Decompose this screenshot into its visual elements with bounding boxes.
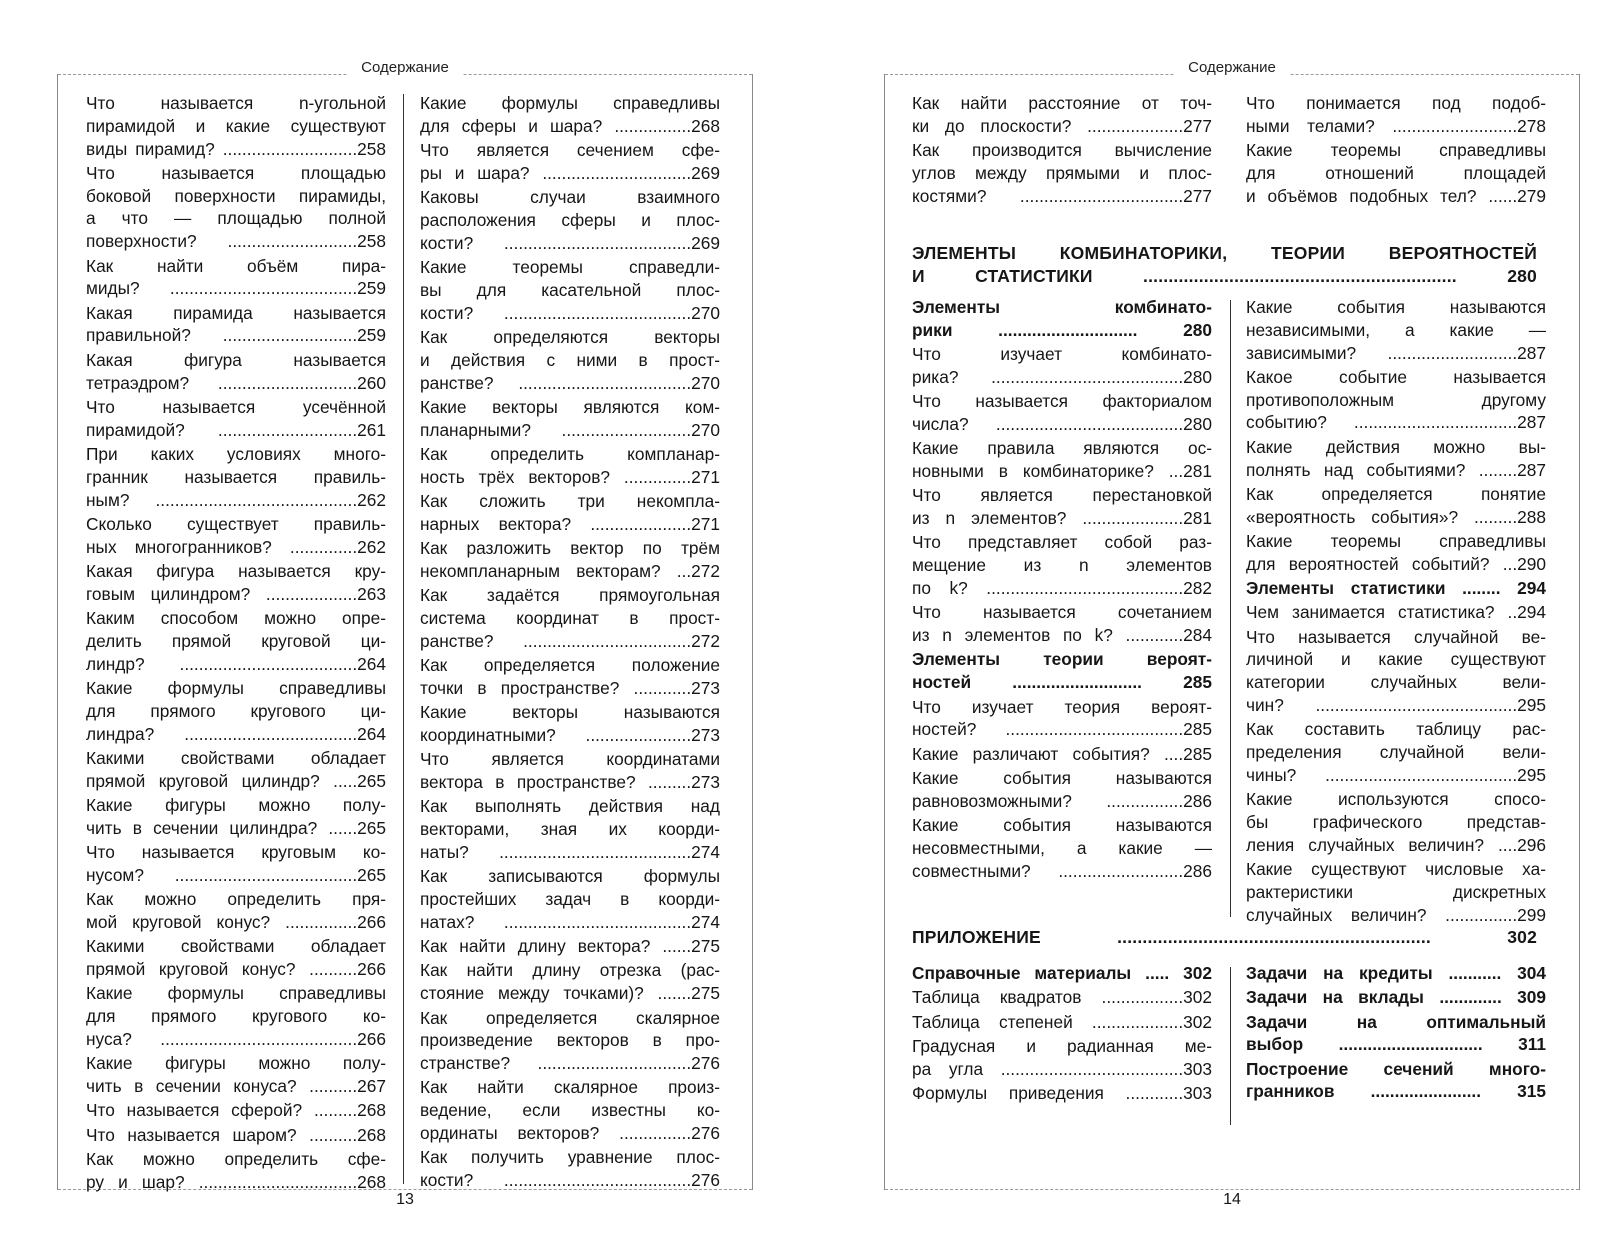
toc-entry-line: Какие векторы являются ком- [420, 396, 720, 417]
toc-entry-line: Что изучает комбинато- [912, 344, 1212, 365]
toc-entry [1246, 601, 1546, 624]
toc-entry-line: Что называется круговым ко- [86, 842, 386, 862]
toc-entry [1246, 139, 1546, 207]
toc-entry-line: Как найти скалярное произ- [420, 1077, 720, 1098]
page-number [885, 1190, 1579, 1210]
toc-entry [1246, 483, 1546, 529]
toc-entry [420, 1007, 720, 1075]
toc-entry-line: независимыми, а какие — [1246, 319, 1546, 340]
toc-entry-line: нусом? ......................................265 [86, 864, 386, 885]
toc-entry-line: ность трёх векторов? ..............271 [420, 466, 720, 487]
toc-entry-line: Как составить таблицу рас- [1246, 719, 1546, 740]
toc-entry-line: бы графического представ- [1246, 812, 1546, 833]
toc-entry-line: Как выполнять действия над [420, 796, 720, 817]
toc-entry [86, 607, 386, 675]
toc-entry [86, 982, 386, 1050]
toc-entry [86, 747, 386, 793]
toc-entry-line: пределения случайной вели- [1246, 742, 1546, 763]
toc-entry [420, 256, 720, 324]
toc-entry-line: Задачи на вклады ............. 309 [1246, 987, 1546, 1008]
toc-entry-line: Какие правила являются ос- [912, 438, 1212, 459]
toc-entry-line: Построение сечений много- [1246, 1058, 1546, 1079]
toc-entry-line: рики ............................. 280 [912, 319, 1212, 340]
toc-entry-line: Что называется факториалом [912, 391, 1212, 412]
toc-entry-line: Как сложить три некомпла- [420, 491, 720, 512]
toc-entry [86, 255, 386, 301]
toc-entry-line: пирамидой? .............................261 [86, 419, 386, 440]
toc-entry-line: Как определяется скалярное [420, 1007, 720, 1028]
toc-entry [420, 326, 720, 394]
toc-entry-line: вы для касательной плос- [420, 279, 720, 300]
toc-entry-line: ных многогранников? ..............262 [86, 536, 386, 557]
toc-entry [912, 390, 1212, 436]
toc-entry [420, 654, 720, 700]
toc-entry [1246, 788, 1546, 856]
toc-entry-line: ностей? .....................................285 [912, 719, 1212, 740]
toc-entry-line: Какая фигура называется кру- [86, 560, 386, 581]
toc-entry [86, 396, 386, 442]
toc-entry-line: нуса? .........................................266 [86, 1028, 386, 1049]
toc-entry [1246, 718, 1546, 786]
toc-entry-line: ки до плоскости? ....................277 [912, 115, 1212, 136]
toc-entry-line: натах? .......................................274 [420, 911, 720, 932]
toc-entry-line: наты? ........................................274 [420, 842, 720, 862]
toc-entry-line: Какие фигуры можно полу- [86, 1053, 386, 1074]
toc-entry [420, 959, 720, 1005]
toc-entry-line: Как можно определить сфе- [86, 1148, 386, 1169]
toc-entry [1246, 436, 1546, 482]
toc-entry-line: система координат в прост- [420, 608, 720, 629]
toc-entry [912, 92, 1212, 138]
toc-entry-line: Что называется сочетанием [912, 602, 1212, 623]
page-number-text: 14 [1213, 1191, 1251, 1208]
toc-entry [86, 560, 386, 606]
toc-entry [86, 841, 386, 887]
toc-entry [86, 349, 386, 395]
toc-entry-line: Как записываются формулы [420, 866, 720, 887]
toc-entry [86, 443, 386, 511]
toc-entry-line: для отношений площадей [1246, 162, 1546, 183]
page-number [58, 1190, 752, 1210]
toc-entry-line: Как найти расстояние от точ- [912, 93, 1212, 113]
toc-column-2 [420, 92, 720, 1193]
toc-entry-line: ным? ..........................................262 [86, 489, 386, 510]
toc-entry [420, 139, 720, 185]
toc-entry-line: Какое событие называется [1246, 366, 1546, 387]
toc-section1-column-1 [912, 296, 1212, 884]
section-appendix-title [912, 926, 1537, 949]
toc-entry-line: координатными? ......................273 [420, 725, 720, 746]
toc-entry-line: случайных величин? ...............299 [1246, 904, 1546, 925]
toc-entry-line: Какие теоремы справедливы [1246, 530, 1546, 551]
toc-entry-line: миды? .......................................259 [86, 278, 386, 299]
toc-entry-line: Какая фигура называется [86, 349, 386, 370]
toc-entry-line: из n элементов? .....................281 [912, 508, 1212, 529]
toc-entry-line: точки в пространстве? ............273 [420, 677, 720, 698]
toc-entry-line: Какие формулы справедливы [420, 93, 720, 113]
running-header [58, 59, 752, 77]
toc-subsection [1246, 986, 1546, 1009]
toc-entry-line: Какие теоремы справедливы [1246, 140, 1546, 161]
toc-entry-line: Что изучает теория вероят- [912, 696, 1212, 717]
toc-entry-line: Какие фигуры можно полу- [86, 794, 386, 815]
toc-entry-line: пирамидой и какие существуют [86, 115, 386, 136]
toc-entry [1246, 626, 1546, 717]
toc-entry [912, 1011, 1212, 1034]
toc-entry-line: ранстве? ...................................272 [420, 630, 720, 651]
toc-entry-line: Какими свойствами обладает [86, 936, 386, 957]
toc-entry-line: выбор .............................. 311 [1246, 1034, 1546, 1055]
toc-entry-line: Таблица квадратов .................302 [912, 987, 1212, 1008]
toc-entry-line: расположения сферы и плос- [420, 209, 720, 230]
toc-entry-line: и действия с ними в прост- [420, 349, 720, 370]
toc-entry [912, 343, 1212, 389]
toc-entry-line: Чем занимается статистика? ..294 [1246, 602, 1546, 623]
toc-entry [86, 935, 386, 981]
toc-entry-line: ру и шар? .................................268 [86, 1171, 386, 1192]
toc-entry-line: прямой круговой конус? ..........266 [86, 958, 386, 979]
toc-entry-line: Как найти длину вектора? ......275 [420, 936, 720, 957]
toc-entry [912, 139, 1212, 207]
toc-entry-line: ления случайных величин? ....296 [1246, 834, 1546, 855]
toc-entry [86, 1099, 386, 1122]
toc-entry-line: прямой круговой цилиндр? .....265 [86, 770, 386, 791]
toc-entry [86, 1052, 386, 1098]
toc-entry-line: боковой поверхности пирамиды, [86, 185, 386, 206]
toc-entry-line: Что представляет собой раз- [912, 532, 1212, 553]
toc-entry-line: Элементы статистики ........ 294 [1246, 578, 1546, 599]
toc-entry-line: ра угла ......................................303 [912, 1058, 1212, 1079]
toc-entry-line: Что называется случайной ве- [1246, 626, 1546, 647]
toc-entry-line: мой круговой конус? ...............266 [86, 911, 386, 932]
toc-entry-line: вектора в пространстве? .........273 [420, 772, 720, 793]
toc-entry-line: для сферы и шара? ................268 [420, 115, 720, 136]
toc-entry-line: кости? .......................................269 [420, 232, 720, 253]
toc-entry [420, 935, 720, 958]
toc-entry-line: костями? ..................................277 [912, 185, 1212, 206]
toc-entry-line: новными в комбинаторике? ...281 [912, 461, 1212, 482]
toc-entry-line: Что называется сферой? .........268 [86, 1100, 386, 1121]
toc-entry [420, 701, 720, 747]
toc-entry-line: Как определяется положение [420, 655, 720, 676]
toc-entry-line: равновозможными? ................286 [912, 790, 1212, 811]
toc-entry-line: делить прямой круговой ци- [86, 630, 386, 651]
toc-entry-line: Что называется n-угольной [86, 93, 386, 113]
toc-entry [1246, 296, 1546, 364]
right-page [884, 59, 1580, 1208]
toc-subsection [912, 648, 1212, 694]
toc-entry-line: рактеристики дискретных [1246, 881, 1546, 902]
toc-entry-line: событию? ..................................287 [1246, 412, 1546, 433]
toc-entry-line: Что является сечением сфе- [420, 140, 720, 161]
toc-entry-line: правильной? ............................259 [86, 325, 386, 346]
toc-entry-line: Задачи на оптимальный [1246, 1011, 1546, 1032]
toc-entry-line: Какие действия можно вы- [1246, 436, 1546, 457]
section-title-line: ПРИЛОЖЕНИЕ .............................................................. 302 [912, 927, 1537, 947]
toc-entry-line: Какие события называются [1246, 297, 1546, 317]
toc-entry-line: Что понимается под подоб- [1246, 93, 1546, 113]
left-page [57, 59, 753, 1208]
toc-entry [912, 1035, 1212, 1081]
toc-entry-line: гранников ....................... 315 [1246, 1081, 1546, 1102]
toc-entry-line: категории случайных вели- [1246, 672, 1546, 693]
section-combinatorics-title [912, 242, 1537, 288]
toc-entry-line: виды пирамид? ............................258 [86, 138, 386, 159]
toc-entry-line: При каких условиях много- [86, 443, 386, 464]
toc-entry-line: числа? .......................................280 [912, 413, 1212, 434]
toc-entry [86, 92, 386, 160]
toc-entry [912, 986, 1212, 1009]
toc-entry [86, 302, 386, 348]
toc-entry-line: Задачи на кредиты ........... 304 [1246, 963, 1546, 983]
toc-entry [1246, 92, 1546, 138]
toc-entry-line: линдра? ....................................264 [86, 723, 386, 744]
toc-entry-line: ординаты векторов? ...............276 [420, 1123, 720, 1144]
toc-entry-line: Что является координатами [420, 749, 720, 770]
toc-entry-line: векторами, зная их коорди- [420, 819, 720, 840]
running-header [885, 59, 1579, 77]
toc-entry-line: Что называется усечённой [86, 396, 386, 417]
toc-entry-line: Какие различают события? ....285 [912, 743, 1212, 764]
toc-section2-column-1 [912, 962, 1212, 1106]
toc-entry-line: по k? .........................................282 [912, 578, 1212, 599]
toc-entry-line: ведение, если известны ко- [420, 1100, 720, 1121]
toc-entry [912, 814, 1212, 882]
toc-column-top-1 [912, 92, 1212, 209]
toc-entry-line: и объёмов подобных тел? ......279 [1246, 185, 1546, 206]
toc-entry-line: простейших задач в коорди- [420, 889, 720, 910]
toc-entry-line: тетраэдром? .............................260 [86, 372, 386, 393]
toc-entry [420, 1076, 720, 1144]
toc-entry-line: личиной и какие существуют [1246, 649, 1546, 670]
toc-entry [912, 696, 1212, 742]
toc-entry [420, 748, 720, 794]
toc-entry-line: Как определяется понятие [1246, 483, 1546, 504]
toc-entry-line: Какие теоремы справедли- [420, 257, 720, 278]
toc-entry-line: мещение из n элементов [912, 555, 1212, 576]
toc-entry-line: Какие формулы справедливы [86, 677, 386, 698]
toc-entry [86, 888, 386, 934]
toc-entry [420, 865, 720, 933]
toc-entry-line: Формулы приведения ............303 [912, 1082, 1212, 1103]
toc-entry-line: кости? .......................................276 [420, 1170, 720, 1191]
toc-entry-line: Какие используются спосо- [1246, 789, 1546, 810]
toc-entry-line: из n элементов по k? ............284 [912, 625, 1212, 646]
toc-entry-line: Что является перестановкой [912, 485, 1212, 506]
toc-entry [420, 443, 720, 489]
toc-entry [86, 1148, 386, 1194]
toc-entry-line: произведение векторов в про- [420, 1030, 720, 1051]
toc-entry-line: полнять над событиями? ........287 [1246, 459, 1546, 480]
toc-entry-line: Как найти объём пира- [86, 255, 386, 276]
toc-entry-line: Что называется площадью [86, 162, 386, 183]
toc-entry-line: Как разложить вектор по трём [420, 538, 720, 559]
toc-entry [420, 396, 720, 442]
toc-entry-line: Как определить компланар- [420, 443, 720, 464]
toc-entry [86, 513, 386, 559]
toc-entry [420, 537, 720, 583]
toc-entry [420, 1146, 720, 1192]
toc-entry [420, 186, 720, 254]
toc-entry-line: зависимыми? ...........................287 [1246, 342, 1546, 363]
toc-entry-line: чить в сечении цилиндра? ......265 [86, 817, 386, 838]
toc-entry-line: нарных вектора? .....................271 [420, 513, 720, 534]
toc-entry-line: Сколько существует правиль- [86, 513, 386, 534]
toc-entry-line: противоположным другому [1246, 389, 1546, 410]
toc-entry-line: Какие события называются [912, 767, 1212, 788]
toc-entry-line: странстве? ................................276 [420, 1053, 720, 1074]
toc-entry-line: «вероятность события»? .........288 [1246, 506, 1546, 527]
toc-entry-line: Элементы теории вероят- [912, 649, 1212, 670]
toc-subsection [1246, 962, 1546, 985]
toc-entry [86, 1124, 386, 1147]
toc-entry-line: говым цилиндром? ...................263 [86, 583, 386, 604]
toc-entry-line: линдр? .....................................264 [86, 653, 386, 674]
toc-entry-line: чин? ..........................................295 [1246, 695, 1546, 716]
toc-entry [86, 794, 386, 840]
column-divider [403, 94, 404, 1184]
toc-entry-line: ностей ........................... 285 [912, 672, 1212, 693]
toc-entry-line: Какие существуют числовые ха- [1246, 859, 1546, 880]
toc-entry-line: рика? ........................................280 [912, 366, 1212, 387]
toc-subsection [1246, 1058, 1546, 1104]
section-title-line: ЭЛЕМЕНТЫ КОМБИНАТОРИКИ, ТЕОРИИ ВЕРОЯТНОСТЕЙ [912, 243, 1537, 263]
toc-entry [1246, 858, 1546, 926]
toc-section1-column-2 [1246, 296, 1546, 928]
toc-entry-line: Как получить уравнение плос- [420, 1147, 720, 1168]
toc-entry-line: Какие формулы справедливы [86, 983, 386, 1004]
toc-entry-line: совместными? ..........................286 [912, 860, 1212, 881]
toc-entry-line: Таблица степеней ...................302 [912, 1011, 1212, 1032]
toc-entry-line: некомпланарным векторам? ...272 [420, 560, 720, 581]
toc-entry [86, 677, 386, 745]
toc-entry-line: Какими свойствами обладает [86, 747, 386, 768]
toc-entry-line: Как производится вычисление [912, 140, 1212, 161]
toc-entry-line: чить в сечении конуса? ..........267 [86, 1075, 386, 1096]
header-text: Содержание [347, 59, 463, 76]
column-divider [1230, 967, 1231, 1125]
toc-entry-line: для вероятностей событий? ...290 [1246, 553, 1546, 574]
toc-entry-line: углов между прямыми и плос- [912, 162, 1212, 183]
toc-entry [912, 1082, 1212, 1105]
column-divider [1230, 300, 1231, 917]
header-text: Содержание [1174, 59, 1290, 76]
toc-subsection [912, 296, 1212, 342]
toc-entry-line: Элементы комбинато- [912, 297, 1212, 317]
toc-column-1 [86, 92, 386, 1195]
toc-entry-line: чины? ........................................295 [1246, 764, 1546, 785]
toc-subsection [912, 962, 1212, 985]
page-number-text: 13 [386, 1191, 424, 1208]
toc-entry [912, 743, 1212, 766]
toc-entry-line: ранстве? ....................................270 [420, 372, 720, 393]
toc-entry-line: для прямого кругового ко- [86, 1006, 386, 1027]
toc-entry-line: Как можно определить пря- [86, 889, 386, 910]
toc-entry-line: поверхности? ...........................258 [86, 231, 386, 252]
toc-entry-line: стояние между точками)? .......275 [420, 983, 720, 1004]
toc-entry-line: Какие векторы называются [420, 702, 720, 723]
toc-entry-line: Как определяются векторы [420, 326, 720, 347]
toc-entry-line: для прямого кругового ци- [86, 700, 386, 721]
toc-section2-column-2 [1246, 962, 1546, 1105]
toc-entry [1246, 366, 1546, 434]
toc-entry-line: а что — площадью полной [86, 208, 386, 229]
toc-entry-line: Каковы случаи взаимного [420, 187, 720, 208]
toc-entry-line: Какие события называются [912, 815, 1212, 836]
toc-entry [912, 767, 1212, 813]
toc-entry [420, 795, 720, 863]
toc-entry-line: Как задаётся прямоугольная [420, 585, 720, 606]
toc-subsection [1246, 577, 1546, 600]
toc-entry [86, 162, 386, 253]
toc-entry-line: ры и шара? ...............................269 [420, 162, 720, 183]
toc-column-top-2 [1246, 92, 1546, 209]
toc-entry [1246, 530, 1546, 576]
toc-entry [912, 531, 1212, 599]
toc-entry-line: планарными? ...........................270 [420, 419, 720, 440]
toc-entry-line: несовместными, а какие — [912, 837, 1212, 858]
toc-entry [420, 92, 720, 138]
toc-entry-line: Каким способом можно опре- [86, 608, 386, 629]
toc-entry [420, 584, 720, 652]
toc-entry [912, 437, 1212, 483]
toc-entry-line: ными телами? ..........................278 [1246, 115, 1546, 136]
toc-entry-line: Что называется шаром? ..........268 [86, 1124, 386, 1145]
toc-entry-line: Справочные материалы ..... 302 [912, 963, 1212, 983]
toc-subsection [1246, 1011, 1546, 1057]
toc-entry [420, 490, 720, 536]
section-title-line: И СТАТИСТИКИ .............................................................. 280 [912, 266, 1537, 286]
toc-entry-line: кости? .......................................270 [420, 302, 720, 323]
toc-entry-line: Градусная и радианная ме- [912, 1035, 1212, 1056]
toc-entry [912, 601, 1212, 647]
toc-entry-line: гранник называется правиль- [86, 466, 386, 487]
toc-entry-line: Как найти длину отрезка (рас- [420, 960, 720, 981]
toc-entry-line: Какая пирамида называется [86, 302, 386, 323]
toc-entry [912, 484, 1212, 530]
